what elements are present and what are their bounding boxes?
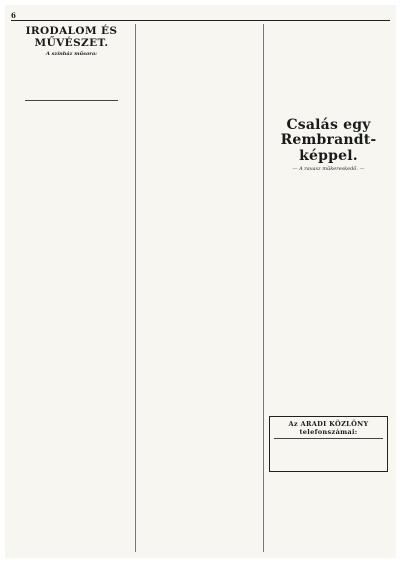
article-block	[139, 456, 260, 546]
column-3	[267, 24, 390, 552]
theatre-program-subheading: A színház műsora:	[45, 51, 98, 58]
newspaper-page	[5, 5, 396, 558]
article-block	[267, 320, 390, 410]
article-block	[11, 392, 132, 482]
page-number: 6	[11, 10, 17, 20]
article-block	[267, 24, 390, 114]
article-block	[11, 104, 132, 244]
rembrandt-subtitle: — A ravasz műkereskedő. —	[292, 166, 365, 173]
article-block	[11, 248, 132, 388]
rembrandt-title: Csalás egy Rembrandt-képpel.	[280, 117, 377, 164]
column-separator	[263, 24, 264, 552]
telephone-numbers-box	[269, 416, 388, 472]
masthead-rule	[11, 20, 390, 21]
column-1	[11, 24, 132, 552]
column-2	[139, 24, 260, 552]
article-block	[139, 312, 260, 452]
telephone-box-title: Az ARADI KÖZLÖNY telefonszámai:	[274, 420, 383, 439]
article-block	[139, 168, 260, 308]
column-separator	[135, 24, 136, 552]
article-block	[139, 24, 260, 164]
section-heading-literature: IRODALOM ÉS MŰVÉSZET.	[25, 25, 118, 49]
rembrandt-article-header	[267, 118, 390, 172]
article-block	[267, 176, 390, 316]
theatre-program-block	[11, 60, 132, 96]
section-rule	[25, 100, 118, 101]
masthead	[11, 11, 390, 19]
